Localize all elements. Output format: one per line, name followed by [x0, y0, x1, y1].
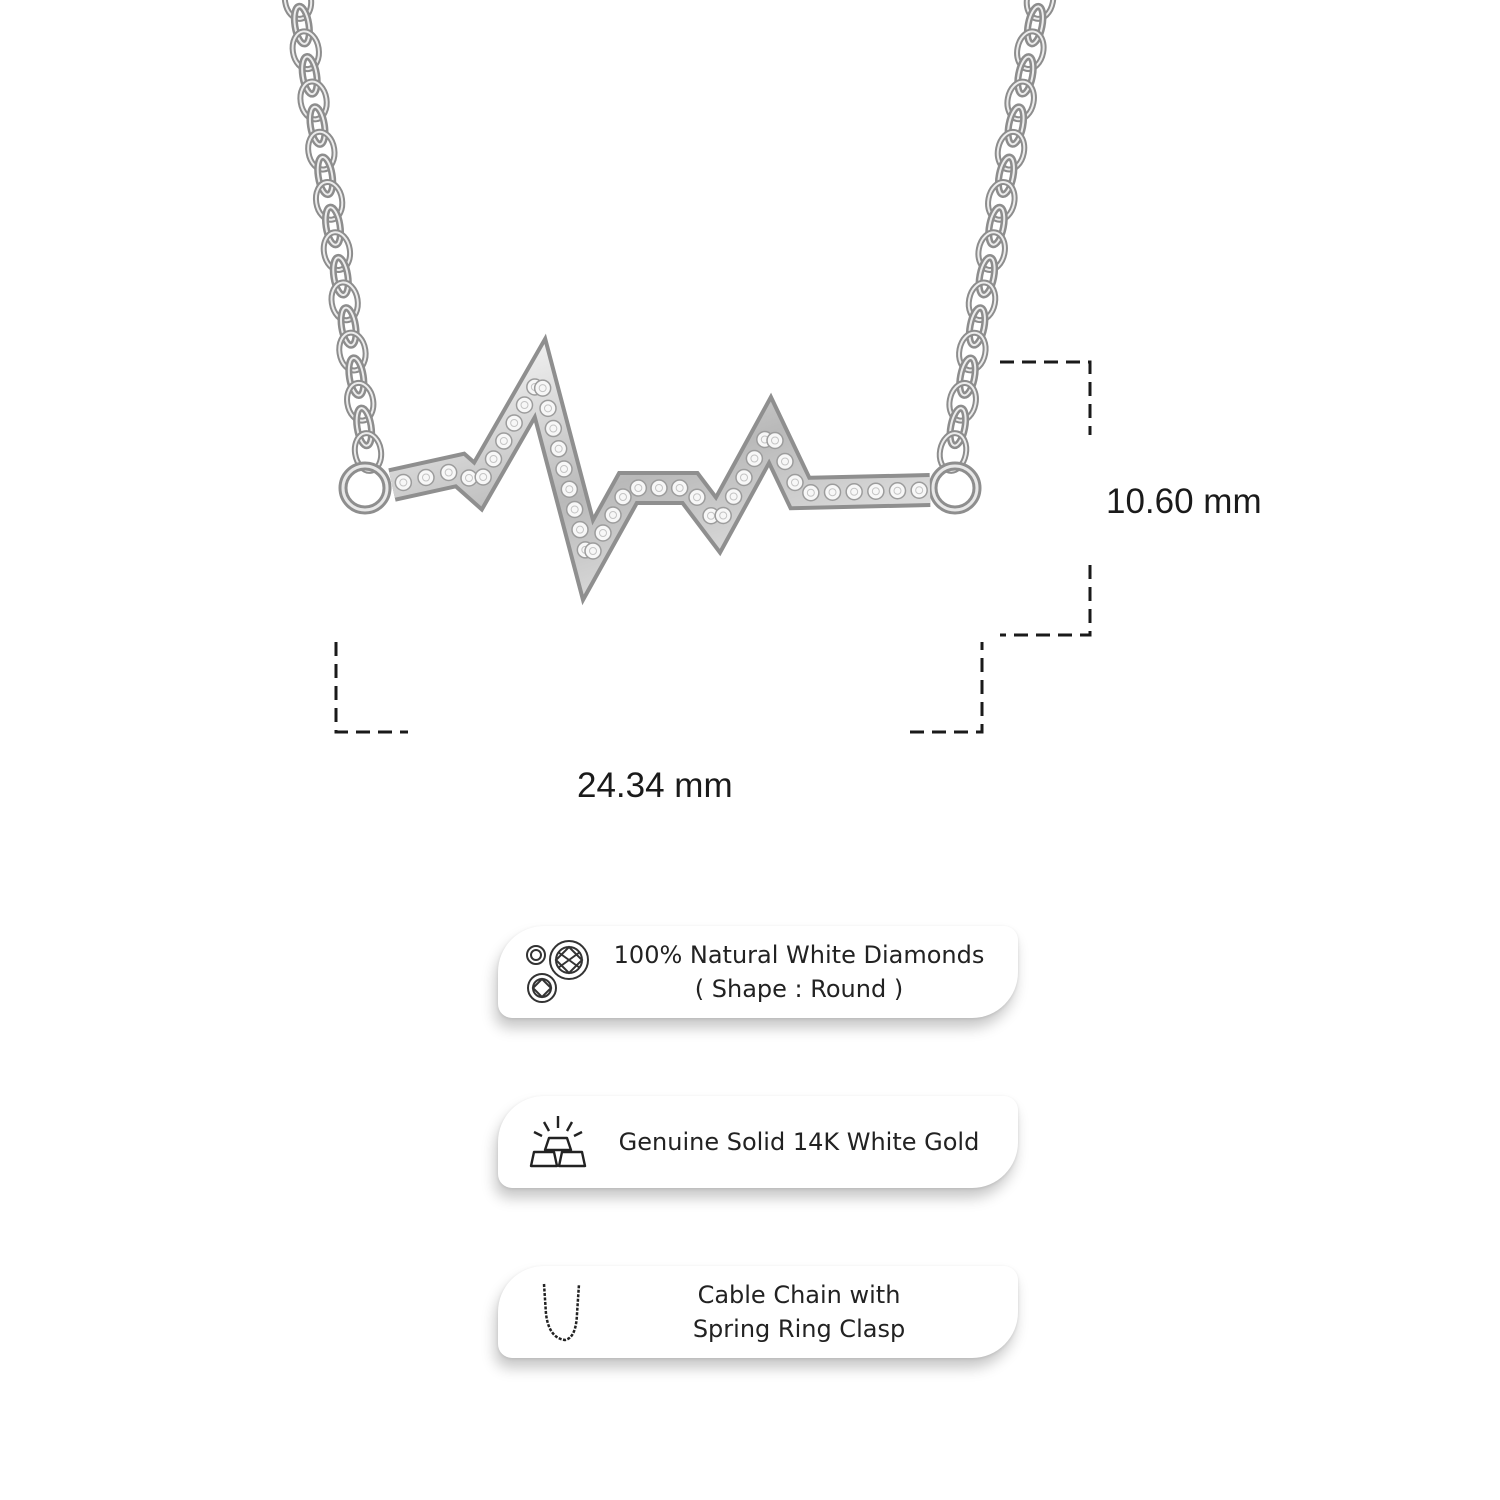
chain-icon	[524, 1278, 594, 1346]
feature-badge-diamonds	[498, 926, 1018, 1018]
feature-text-line-1: 100% Natural White Diamonds	[613, 941, 985, 969]
heartbeat-pendant	[343, 378, 977, 560]
chain-right	[937, 0, 1057, 473]
width-dimension-label: 24.34 mm	[577, 766, 733, 805]
feature-text-line-1: Cable Chain with	[697, 1281, 901, 1309]
feature-text-line-1: Genuine Solid 14K White Gold	[618, 1128, 980, 1156]
feature-badge-chain	[498, 1266, 1018, 1358]
diamonds-icon	[524, 938, 594, 1006]
feature-text-line-2: Spring Ring Clasp	[692, 1315, 906, 1343]
chain-left	[282, 0, 384, 473]
gold-bars-icon	[524, 1108, 594, 1176]
feature-badge-gold	[498, 1096, 1018, 1188]
height-dimension-label: 10.60 mm	[1106, 482, 1262, 521]
dimension-lines	[336, 362, 1090, 732]
feature-text-line-2: ( Shape : Round )	[694, 975, 904, 1003]
